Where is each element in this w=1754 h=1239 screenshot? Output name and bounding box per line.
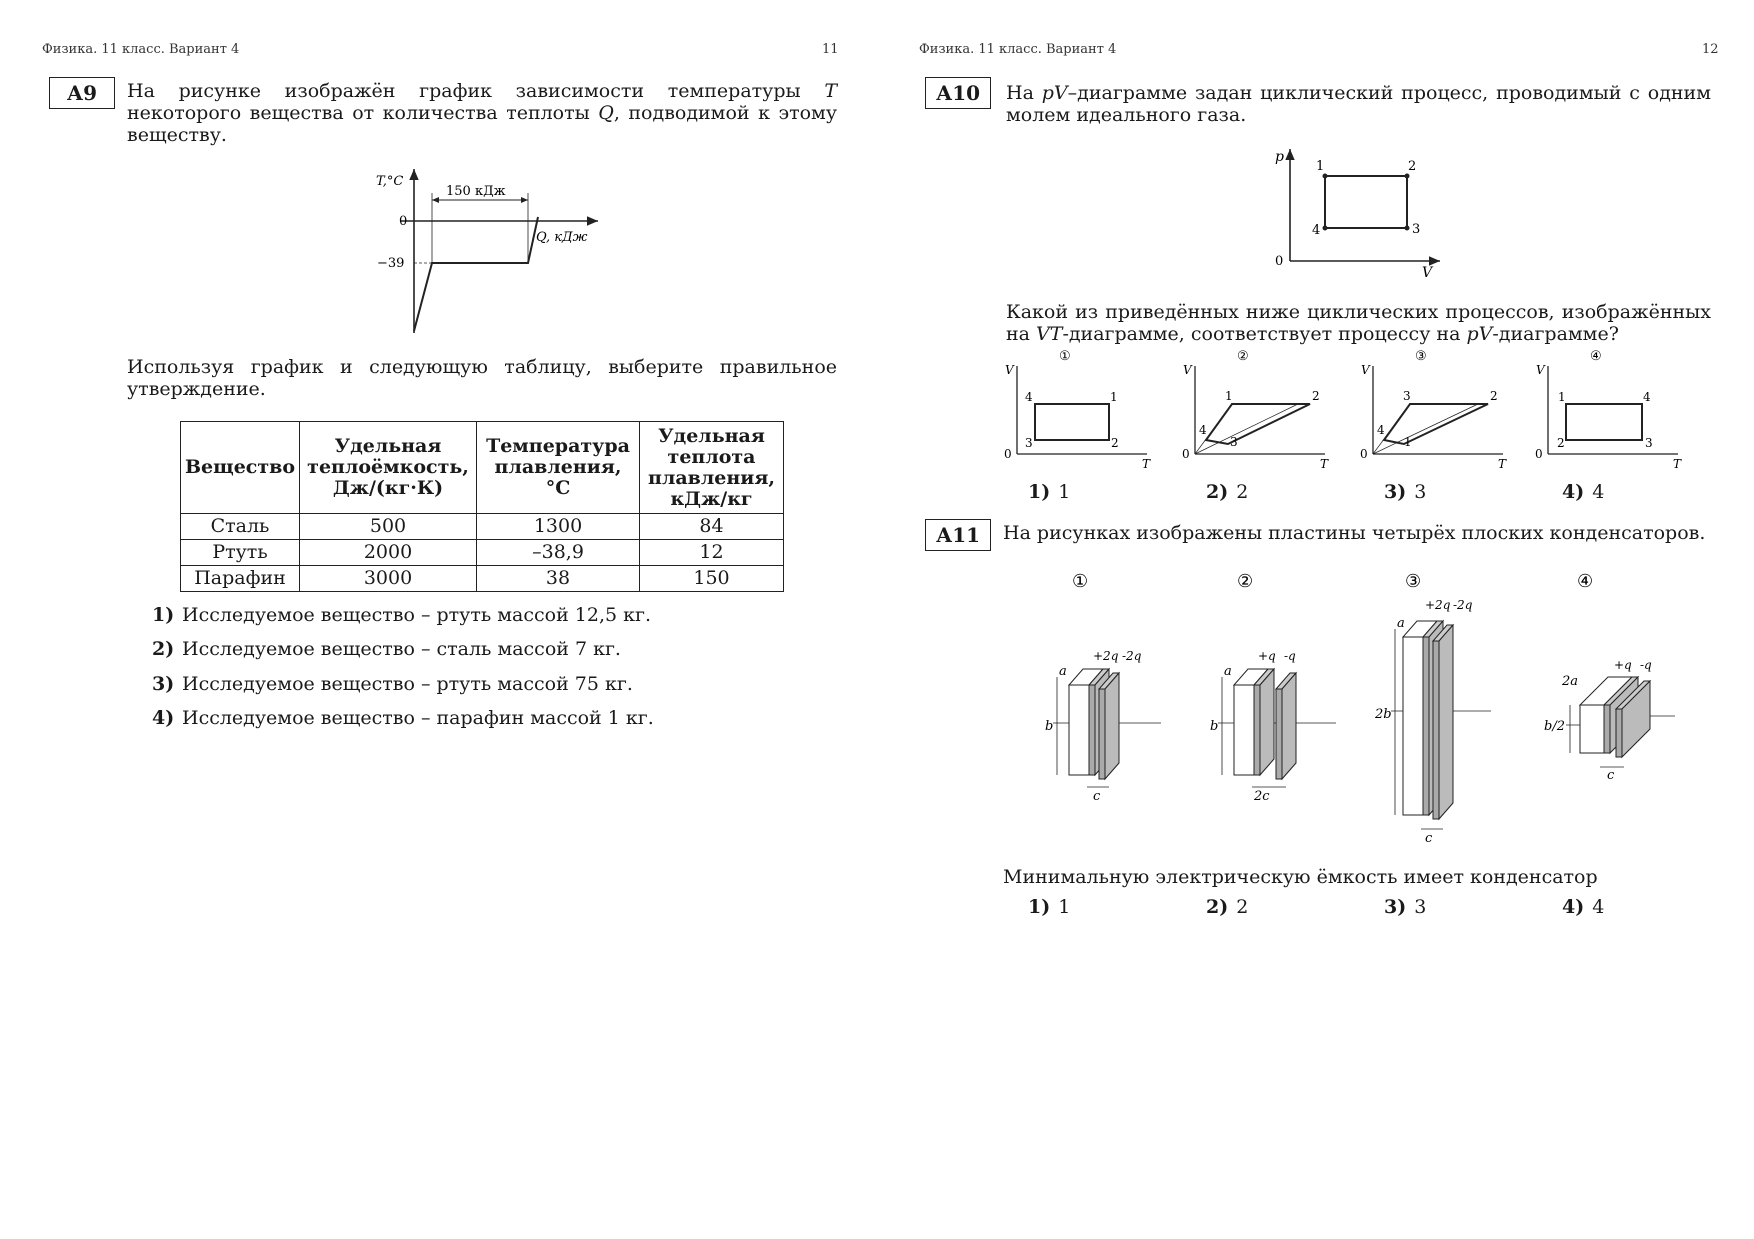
option-1[interactable]: 1) Исследуемое вещество – ртуть массой 12,5 кг. [152,604,651,626]
svg-text:a: a [1224,664,1232,679]
a10-answer-2[interactable]: 2) 2 [1206,481,1249,503]
svg-text:+2q: +2q [1093,649,1119,663]
svg-text:0: 0 [1275,254,1284,269]
table-cell: Сталь [181,514,300,540]
a11-answer-2[interactable]: 2) 2 [1206,896,1249,918]
table-cell: 500 [300,514,477,540]
table-cell: 84 [640,514,784,540]
svg-text:④: ④ [1590,349,1602,364]
svg-text:b: b [1045,719,1054,734]
task-a10-intro: На pV–диаграмме задан циклический процесс, проводимый с одним молем идеального газа. [1006,82,1711,126]
table-header: Вещество [181,422,300,514]
capacitor-1 [1037,565,1187,810]
svg-text:3: 3 [1403,389,1411,403]
a11-answer-1[interactable]: 1) 1 [1028,896,1071,918]
task-a11-intro: На рисунках изображены пластины четырёх плоских конденсаторов. [1003,522,1706,544]
svg-text:1: 1 [1316,159,1325,174]
svg-text:①: ① [1072,571,1089,592]
svg-text:2: 2 [1490,389,1498,403]
svg-text:V: V [1536,363,1545,377]
y-tick-zero: 0 [399,214,408,229]
table-cell: 1300 [477,514,640,540]
table-row [181,514,784,540]
capacitor-2 [1202,565,1352,810]
task-label-a10: А10 [925,77,991,109]
svg-text:+q: +q [1258,649,1276,663]
vt-diagram-2 [1180,346,1335,471]
table-cell: Ртуть [181,540,300,566]
table-cell: 150 [640,566,784,592]
svg-text:②: ② [1237,349,1249,364]
option-2[interactable]: 2) Исследуемое вещество – сталь массой 7 кг. [152,638,621,660]
a10-answer-3[interactable]: 3) 3 [1384,481,1427,503]
svg-text:2: 2 [1408,159,1417,174]
svg-text:+q: +q [1614,658,1632,672]
table-cell: 3000 [300,566,477,592]
svg-text:3: 3 [1645,436,1653,450]
svg-text:0: 0 [1360,447,1368,461]
svg-text:4: 4 [1643,390,1651,404]
svg-text:a: a [1397,616,1405,631]
svg-text:c: c [1607,768,1615,783]
graph-curve [414,217,538,331]
task-label-a9: А9 [49,77,115,109]
svg-text:0: 0 [1535,447,1543,461]
svg-text:3: 3 [1230,435,1238,449]
x-axis-label: Q, кДж [536,230,588,245]
page-number: 11 [822,42,839,57]
svg-text:4: 4 [1312,223,1321,238]
a11-answer-4[interactable]: 4) 4 [1562,896,1605,918]
vt-diagram-3 [1358,346,1513,471]
svg-text:2: 2 [1557,436,1565,450]
table-header: Удельная теплоёмкость, Дж/(кг·К) [300,422,477,514]
svg-text:V: V [1361,363,1370,377]
table-header: Температура плавления, °С [477,422,640,514]
svg-text:2b: 2b [1375,707,1392,722]
svg-text:②: ② [1237,571,1254,592]
svg-text:1: 1 [1225,389,1233,403]
page-header-title: Физика. 11 класс. Вариант 4 [42,42,240,57]
svg-text:0: 0 [1004,447,1012,461]
svg-text:+2q: +2q [1425,598,1451,612]
task-a9-instruction: Используя график и следующую таблицу, выберите правильное утверждение. [127,356,837,400]
svg-text:T: T [1320,457,1329,471]
svg-text:2: 2 [1312,389,1320,403]
table-cell: 2000 [300,540,477,566]
option-4[interactable]: 4) Исследуемое вещество – парафин массой 1 кг. [152,707,654,729]
table-row [181,566,784,592]
svg-text:④: ④ [1577,571,1594,592]
pv-diagram [1272,145,1452,280]
table-cell: Парафин [181,566,300,592]
svg-text:T: T [1498,457,1507,471]
svg-text:c: c [1425,831,1433,846]
capacitor-4 [1532,565,1682,810]
svg-text:③: ③ [1415,349,1427,364]
a11-answer-3[interactable]: 3) 3 [1384,896,1427,918]
svg-text:1: 1 [1110,390,1118,404]
bracket-label: 150 кДж [446,184,506,199]
task-a9-intro: На рисунке изображён график зависимости температуры T некоторого вещества от количества теплоты Q, подводимой к этому веществу. [127,80,838,146]
table-row [181,540,784,566]
svg-text:①: ① [1059,349,1071,364]
table-cell: –38,9 [477,540,640,566]
svg-text:4: 4 [1377,423,1385,437]
svg-text:T: T [1673,457,1682,471]
svg-text:1: 1 [1558,390,1566,404]
y-axis-label: T,°C [376,174,404,189]
svg-text:2: 2 [1111,436,1119,450]
svg-text:4: 4 [1199,423,1207,437]
svg-text:1: 1 [1404,435,1412,449]
svg-text:b/2: b/2 [1544,719,1565,734]
page-number: 12 [1702,42,1719,57]
pv-cycle [1325,176,1407,228]
svg-text:2a: 2a [1562,674,1579,689]
svg-text:a: a [1059,664,1067,679]
task-a11-question: Минимальную электрическую ёмкость имеет конденсатор [1003,866,1598,888]
svg-text:3: 3 [1412,222,1421,237]
capacitor-3 [1367,565,1517,855]
table-header: Удельная теплота плавления, кДж/кг [640,422,784,514]
v-axis-label: V [1422,265,1433,280]
svg-text:-q: -q [1640,658,1652,672]
table-cell: 12 [640,540,784,566]
task-a10-question: Какой из приведённых ниже циклических процессов, изображённых на VT-диаграмме, соответствует процессу на pV-диаграмме? [1006,301,1711,345]
svg-text:-2q: -2q [1453,598,1473,612]
svg-text:V: V [1005,363,1014,377]
svg-text:2c: 2c [1254,789,1270,804]
p-axis-label: p [1275,149,1284,165]
vt-diagram-1 [1002,346,1157,471]
option-3[interactable]: 3) Исследуемое вещество – ртуть массой 75 кг. [152,673,633,695]
table-cell: 38 [477,566,640,592]
temperature-heat-graph [370,165,600,335]
svg-text:4: 4 [1025,390,1033,404]
svg-text:b: b [1210,719,1219,734]
svg-text:-q: -q [1284,649,1296,663]
svg-text:V: V [1183,363,1192,377]
svg-text:-2q: -2q [1122,649,1142,663]
page-header-title: Физика. 11 класс. Вариант 4 [919,42,1117,57]
a10-answer-1[interactable]: 1) 1 [1028,481,1071,503]
svg-text:3: 3 [1025,436,1033,450]
right-page [877,0,1754,1239]
svg-text:c: c [1093,789,1101,804]
vt-diagram-4 [1533,346,1688,471]
svg-text:0: 0 [1182,447,1190,461]
y-tick-melt: −39 [377,256,405,271]
substance-table [180,421,784,592]
svg-text:③: ③ [1405,571,1422,592]
svg-text:T: T [1142,457,1151,471]
a10-answer-4[interactable]: 4) 4 [1562,481,1605,503]
task-label-a11: А11 [925,519,991,551]
